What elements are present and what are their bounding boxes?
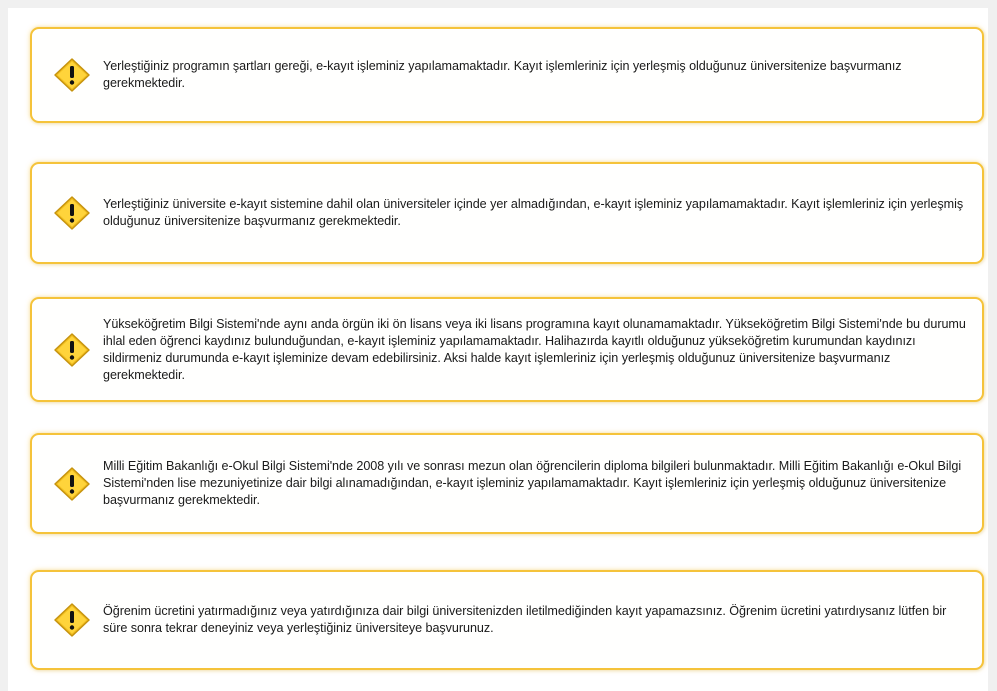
alert-box	[30, 297, 984, 402]
alert-message: Yerleştiğiniz üniversite e-kayıt sistemine dahil olan üniversiteler içinde yer almadığından, e-kayıt işleminiz yapılamamaktadır. Kayıt işlemleriniz için yerleşmiş olduğunuz üniversitenize başvurmanız gerekmektedir.	[103, 197, 964, 228]
warning-icon	[52, 465, 92, 503]
alert-message: Milli Eğitim Bakanlığı e-Okul Bilgi Sistemi'nde 2008 yılı ve sonrası mezun olan öğrencilerin diploma bilgileri bulunmaktadır. Milli Eğitim Bakanlığı e-Okul Bilgi Sistemi'nden lise mezuniyetinize dair bilgi alınamadığından, e-kayıt işleminiz yapılamamaktadır. Kayıt işlemleriniz için yerleşmiş olduğunuz üniversitenize başvurmanız gerekmektedir.	[103, 459, 962, 507]
alert-box	[30, 27, 984, 123]
alert-box	[30, 570, 984, 670]
warning-icon	[52, 331, 92, 369]
alert-message: Yükseköğretim Bilgi Sistemi'nde aynı anda örgün iki ön lisans veya iki lisans programına kayıt olunamamaktadır. Yükseköğretim Bilgi Sistemi'nde bu durumu ihlal eden öğrenci kaydınız bulunduğundan, e-kayıt işleminiz yapılamamaktadır. Halihazırda kayıtlı olduğunuz yükseköğretim kurumundan kaydınızı sildirmeniz durumunda e-kayıt işleminize devam edebilirsiniz. Aksi halde kayıt işlemleriniz için yerleşmiş olduğunuz üniversitenize başvurmanız gerekmektedir.	[103, 316, 966, 382]
alert-message: Yerleştiğiniz programın şartları gereği, e-kayıt işleminiz yapılamamaktadır. Kayıt işlemleriniz için yerleşmiş olduğunuz üniversitenize başvurmanız gerekmektedir.	[103, 59, 902, 90]
warning-icon	[52, 601, 92, 639]
alert-message: Öğrenim ücretini yatırmadığınız veya yatırdığınıza dair bilgi üniversitenizden iletilmediğinden kayıt yapamazsınız. Öğrenim ücretini yatırdıysanız lütfen bir süre sonra tekrar deneyiniz veya yerleştiğiniz üniversiteye başvurunuz.	[103, 604, 947, 635]
alerts-panel	[8, 8, 988, 691]
warning-icon	[52, 56, 92, 94]
warning-icon	[52, 194, 92, 232]
alert-box	[30, 162, 984, 264]
alert-box	[30, 433, 984, 534]
